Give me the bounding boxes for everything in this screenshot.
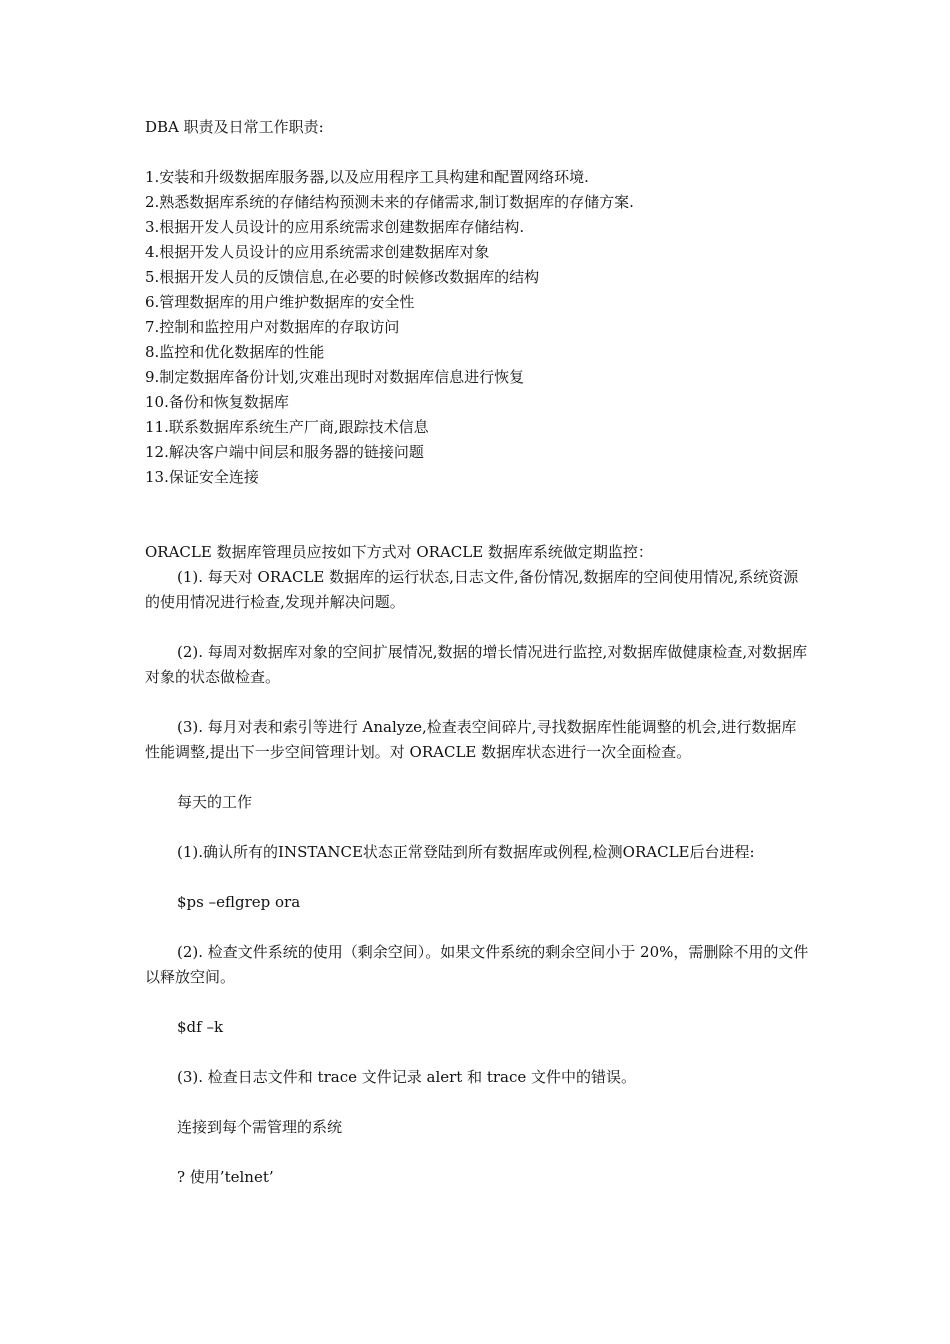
spacer xyxy=(145,915,810,940)
duty-item: 1.安装和升级数据库服务器,以及应用程序工具构建和配置网络环境. xyxy=(145,168,589,186)
spacer xyxy=(145,490,810,540)
monitoring-intro: ORACLE 数据库管理员应按如下方式对 ORACLE 数据库系统做定期监控： xyxy=(145,543,653,561)
duty-item: 8.监控和优化数据库的性能 xyxy=(145,343,325,361)
duty-item: 9.制定数据库备份计划,灾难出现时对数据库信息进行恢复 xyxy=(145,368,525,386)
duty-item: 4.根据开发人员设计的应用系统需求创建数据库对象 xyxy=(145,243,490,261)
spacer xyxy=(145,1090,810,1115)
daily-item: (3). 检查日志文件和 trace 文件记录 alert 和 trace 文件中的错误。 xyxy=(177,1068,637,1086)
duty-item: 10.备份和恢复数据库 xyxy=(145,393,289,411)
spacer xyxy=(145,1140,810,1165)
spacer xyxy=(145,690,810,715)
duty-item: 12.解决客户端中间层和服务器的链接问题 xyxy=(145,443,424,461)
connect-text: 连接到每个需管理的系统 xyxy=(177,1118,343,1136)
spacer xyxy=(145,765,810,790)
daily-title: 每天的工作 xyxy=(177,793,253,811)
duty-item: 6.管理数据库的用户维护数据库的安全性 xyxy=(145,293,415,311)
duty-item: 3.根据开发人员设计的应用系统需求创建数据库存储结构. xyxy=(145,218,525,236)
spacer xyxy=(145,990,810,1015)
duty-item: 11.联系数据库系统生产厂商,跟踪技术信息 xyxy=(145,418,429,436)
daily-item: (2). 检查文件系统的使用（剩余空间）。如果文件系统的剩余空间小于 20%，需删除不用的文件以释放空间。 xyxy=(145,943,809,986)
duty-item: 13.保证安全连接 xyxy=(145,468,259,486)
monitoring-item: (3). 每月对表和索引等进行 Analyze,检查表空间碎片,寻找数据库性能调整的机会,进行数据库性能调整,提出下一步空间管理计划。对 ORACLE 数据库状态进行一次全面检查。 xyxy=(145,718,797,761)
command-line: $ps –eflgrep ora xyxy=(177,893,301,911)
spacer xyxy=(145,140,810,165)
duty-item: 2.熟悉数据库系统的存储结构预测未来的存储需求,制订数据库的存储方案. xyxy=(145,193,634,211)
telnet-text: ? 使用’telnet’ xyxy=(177,1168,274,1186)
spacer xyxy=(145,865,810,890)
document-page xyxy=(145,115,810,1190)
duties-list xyxy=(145,165,810,490)
duty-item: 7.控制和监控用户对数据库的存取访问 xyxy=(145,318,400,336)
spacer xyxy=(145,815,810,840)
document-heading: DBA 职责及日常工作职责: xyxy=(145,118,324,136)
spacer xyxy=(145,1040,810,1065)
monitoring-item: (1). 每天对 ORACLE 数据库的运行状态,日志文件,备份情况,数据库的空间使用情况,系统资源的使用情况进行检查,发现并解决问题。 xyxy=(145,568,799,611)
daily-item: (1).确认所有的INSTANCE状态正常登陆到所有数据库或例程,检测ORACLE后台进程: xyxy=(177,843,755,861)
command-line: $df –k xyxy=(177,1018,224,1036)
duty-item: 5.根据开发人员的反馈信息,在必要的时候修改数据库的结构 xyxy=(145,268,540,286)
monitoring-item: (2). 每周对数据库对象的空间扩展情况,数据的增长情况进行监控,对数据库做健康检查,对数据库对象的状态做检查。 xyxy=(145,643,808,686)
spacer xyxy=(145,615,810,640)
